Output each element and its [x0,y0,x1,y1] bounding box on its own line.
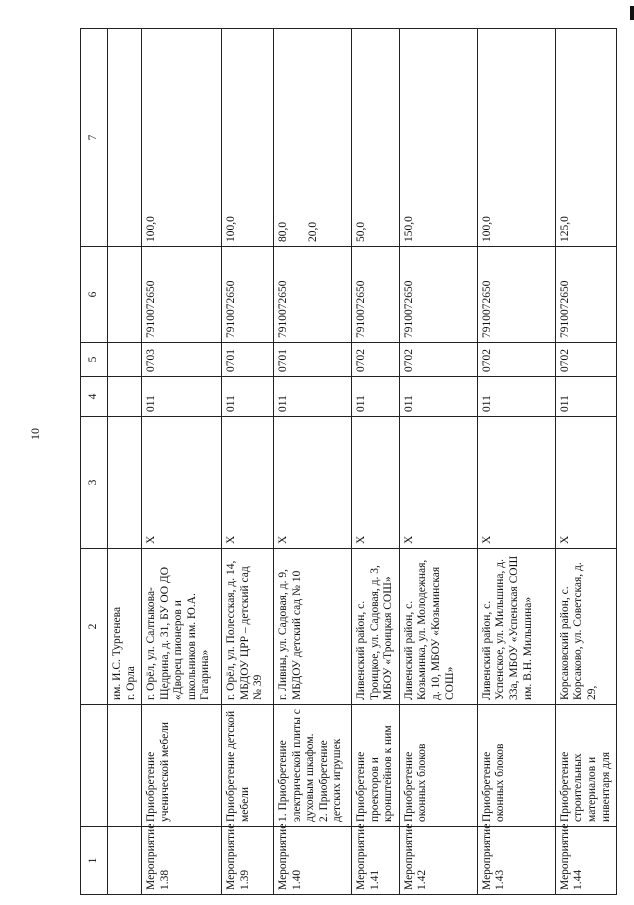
address-line: им. И.С. Тургенева [111,606,123,700]
table-row [142,29,222,895]
cell-col5: 0701 [222,343,274,377]
cell-description: Приобретение строительных материалов и инвентаря для [555,705,616,827]
cell-col7: 100,0 [477,29,555,247]
cell-col4: 011 [399,377,477,417]
cell-col3: X [352,417,400,549]
cell-address: г. Орёл, ул. Полесская, д. 14, МБДОУ ЦРР – детский сад № 39 [222,549,274,705]
cell-address: г. Ливны, ул. Садовая, д. 9, МБДОУ детский сад № 10 [274,549,352,705]
cell-description: Приобретение детской мебели [222,705,274,827]
cell-col3: X [222,417,274,549]
cell-event: Мероприятие 1.44 [555,827,616,895]
cell-col6: 7910072650 [352,247,400,343]
cell-event: Мероприятие 1.39 [222,827,274,895]
cell-col7: 150,0 [399,29,477,247]
header-col-4: 4 [81,377,108,417]
cell-empty [108,343,142,377]
cell-event: Мероприятие 1.41 [352,827,400,895]
cell-col7: 100,0 [222,29,274,247]
page-number: 10 [28,428,42,440]
header-col-3: 3 [81,417,108,549]
amount-line: 20,0 [306,221,319,242]
cell-col3: X [477,417,555,549]
cell-col4: 011 [142,377,222,417]
scan-edge-mark [630,6,634,20]
cell-address: г. Орёл, ул. Салтыкова-Щедрина, д. 31, БУ ОО ДО «Дворец пионеров и школьников им. Ю.А. Гагарина» [142,549,222,705]
cell-description: Приобретение ученической мебели [142,705,222,827]
cell-event: Мероприятие 1.40 [274,827,352,895]
cell-event: Мероприятие 1.42 [399,827,477,895]
cell-empty [108,417,142,549]
cell-col6: 7910072650 [555,247,616,343]
cell-col3: X [399,417,477,549]
cell-col5: 0702 [399,343,477,377]
cell-description: Приобретение оконных блоков [477,705,555,827]
cell-address [108,549,142,705]
budget-table [80,28,617,895]
cell-col4: 011 [352,377,400,417]
cell-col6: 7910072650 [399,247,477,343]
cell-address: Ливенский район, с. Успенское, ул. Мильшина, д. 33а, МБОУ «Успенская СОШ им. В.Н. Мильшина» [477,549,555,705]
cell-col3: X [142,417,222,549]
cell-col5: 0702 [555,343,616,377]
cell-col6: 7910072650 [222,247,274,343]
cell-col4: 011 [274,377,352,417]
cell-empty [108,247,142,343]
table-row [274,29,352,895]
amount-line: 80,0 [277,221,290,242]
cell-col7: 100,0 [142,29,222,247]
cell-col5: 0701 [274,343,352,377]
rotated-table-wrapper [80,29,630,895]
description-line: 2. Приобретение детских игрушек [317,738,344,822]
cell-col6: 7910072650 [274,247,352,343]
header-col-2: 2 [81,549,108,705]
cell-address: Корсаковский район, с. Корсаково, ул. Советская, д. 29, [555,549,616,705]
cell-col6: 7910072650 [477,247,555,343]
cell-event: Мероприятие 1.38 [142,827,222,895]
cell-empty [108,377,142,417]
cell-col7: 50,0 [352,29,400,247]
cell-col5: 0702 [477,343,555,377]
header-col-5: 5 [81,343,108,377]
cell-col6: 7910072650 [142,247,222,343]
cell-empty [108,705,142,827]
cell-col4: 011 [477,377,555,417]
cell-description [274,705,352,827]
cell-col4: 011 [555,377,616,417]
cell-description: Приобретение оконных блоков [399,705,477,827]
cell-description: Приобретение проекторов и кронштейнов к ним [352,705,400,827]
table-row-continuation [108,29,142,895]
description-line: 1. Приобретение электрической плиты с духовым шкафом. [277,709,317,822]
cell-empty [108,827,142,895]
header-col-1-desc [81,705,108,827]
cell-empty [108,29,142,247]
cell-col3: X [274,417,352,549]
cell-address: Ливенский район, с. Козьминка, ул. Молодежная, д. 10, МБОУ «Козьминская СОШ» [399,549,477,705]
cell-col5: 0703 [142,343,222,377]
table-row [222,29,274,895]
cell-col7: 125,0 [555,29,616,247]
header-row [81,29,108,895]
address-line: г. Орла [124,666,137,700]
table-row [352,29,400,895]
cell-col4: 011 [222,377,274,417]
cell-col7 [274,29,352,247]
cell-event: Мероприятие 1.43 [477,827,555,895]
header-col-7: 7 [81,29,108,247]
header-col-1: 1 [81,827,108,895]
cell-col5: 0702 [352,343,400,377]
table-row [555,29,616,895]
table-row [477,29,555,895]
cell-address: Ливенский район, с. Троицкое, ул. Садовая, д. 3, МБОУ «Троицкая СОШ» [352,549,400,705]
header-col-6: 6 [81,247,108,343]
table-row [399,29,477,895]
cell-col3: X [555,417,616,549]
